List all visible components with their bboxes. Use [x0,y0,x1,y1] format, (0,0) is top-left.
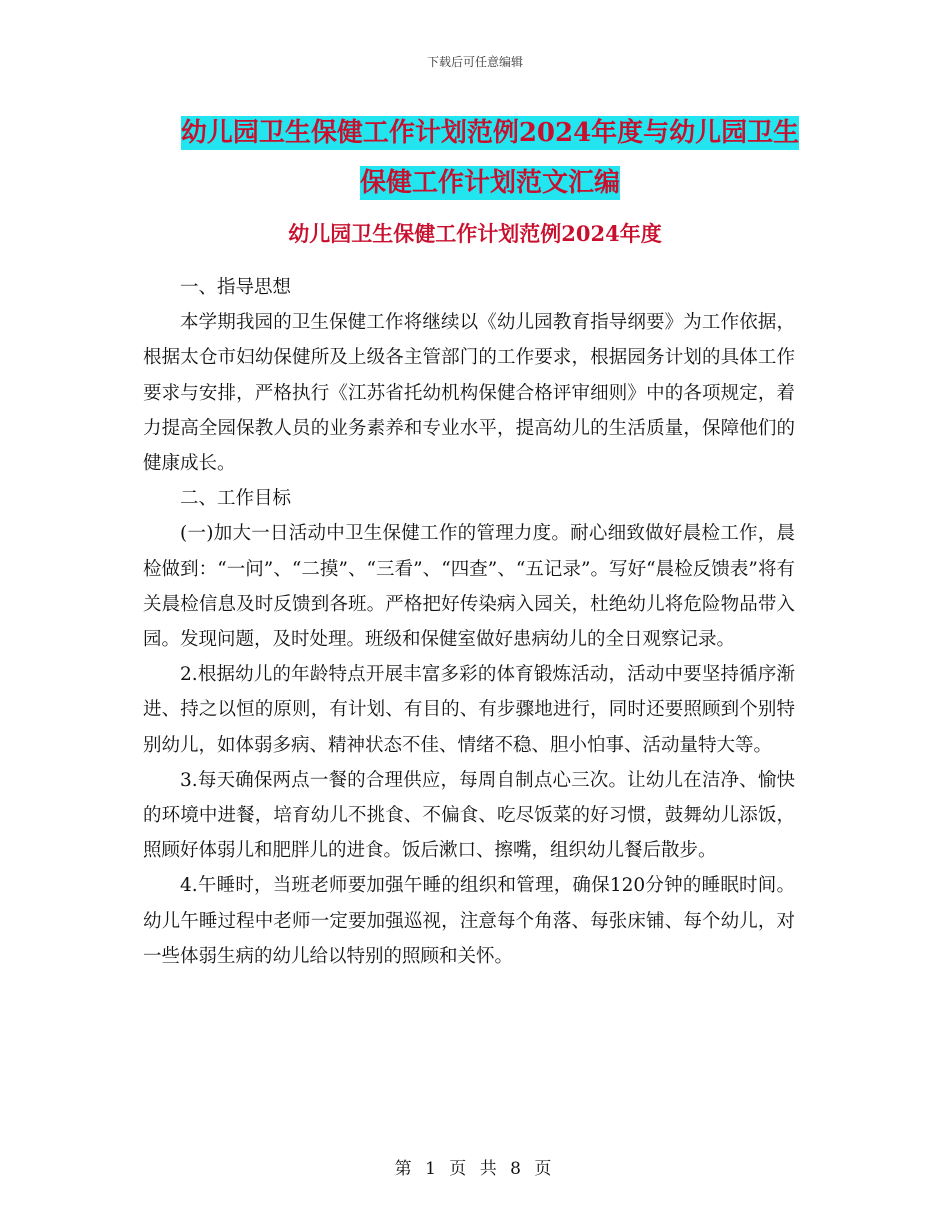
page-footer: 第 1 页 共 8 页 [394,1159,556,1179]
document-title [140,108,840,208]
paragraph: 2.根据幼儿的年龄特点开展丰富多彩的体育锻炼活动，活动中要坚持循序渐进、持之以恒的原则，有计划、有目的、有步骤地进行，同时还要照顾到个别特别幼儿，如体弱多病、精神状态不佳、情绪不稳、胆小怕事、活动量特大等。 [143,664,795,756]
heading-work-goals: 二、工作目标 [180,488,292,510]
title-line-1: 幼儿园卫生保健工作计划范例2024年度与幼儿园卫生 [180,118,800,148]
paragraph: 3.每天确保两点一餐的合理供应，每周自制点心三次。让幼儿在洁净、愉快的环境中进餐，培育幼儿不挑食、不偏食、吃尽饭菜的好习惯，鼓舞幼儿添饭，照顾好体弱儿和肥胖儿的进食。饭后漱口、擦嘴，组织幼儿餐后散步。 [143,769,795,862]
paragraph: 本学期我园的卫生保健工作将继续以《幼儿园教育指导纲要》为工作依据，根据太仓市妇幼保健所及上级各主管部门的工作要求，根据园务计划的具体工作要求与安排，严格执行《江苏省托幼机构保健合格评审细则》中的各项规定，着力提高全园保教人员的业务素养和专业水平，提高幼儿的生活质量，保障他们的健康成长。 [143,312,795,475]
document-body [143,270,795,974]
paragraph: 4.午睡时，当班老师要加强午睡的组织和管理，确保120分钟的睡眠时间。幼儿午睡过程中老师一定要加强巡视，注意每个角落、每张床铺、每个幼儿，对一些体弱生病的幼儿给以特别的照顾和关怀。 [143,875,795,967]
header-note: 下载后可任意编辑 [426,55,523,69]
section-title: 幼儿园卫生保健工作计划范例2024年度 [288,221,662,246]
paragraph: (一)加大一日活动中卫生保健工作的管理力度。耐心细致做好晨检工作，晨检做到：“一问”、“二摸”、“三看”、“四查”、“五记录”。写好“晨检反馈表”将有关晨检信息及时反馈到各班。严格把好传染病入园关，杜绝幼儿将危险物品带入园。发现问题，及时处理。班级和保健室做好患病幼儿的全日观察记录。 [143,523,795,651]
heading-guiding-ideology: 一、指导思想 [180,277,292,298]
title-line-2: 保健工作计划范文汇编 [359,168,620,198]
